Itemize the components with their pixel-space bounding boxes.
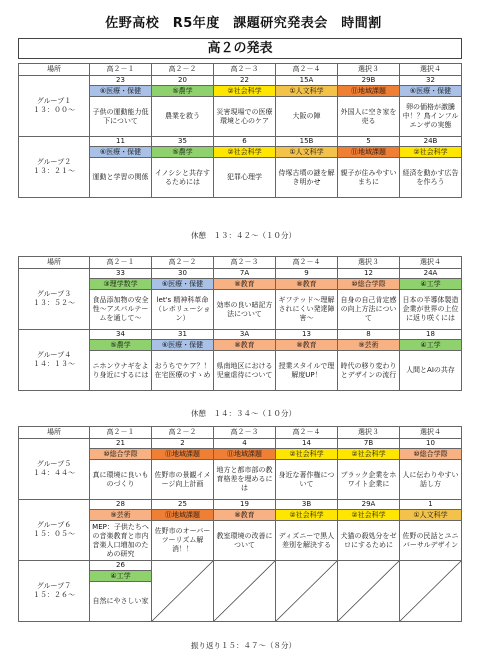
presentation-number: 14 [276, 439, 338, 449]
header-room: 高２－４ [276, 257, 338, 269]
presentation-title: 地方と都市部の教育格差を埋めるには [214, 460, 276, 500]
category-badge: ①人文科学 [400, 510, 462, 521]
category-badge: ⑧教育 [214, 340, 276, 351]
empty-slot [152, 561, 214, 622]
category-badge: ②社会科学 [276, 449, 338, 460]
presentation-title: 日本の半導体製造企業が世界の上位に返り咲くには [400, 290, 462, 330]
presentation-title: イノシシと共存するためには [152, 158, 214, 198]
empty-slot [276, 561, 338, 622]
category-badge: ⑤農学 [152, 147, 214, 158]
category-badge: ⑤農学 [152, 86, 214, 97]
presentation-number: 20 [152, 76, 214, 86]
presentation-title: 人に伝わりやすい話し方 [400, 460, 462, 500]
group-time: １４：４４～ [33, 469, 75, 477]
presentation-number: 32 [400, 76, 462, 86]
presentation-number: 18 [400, 330, 462, 340]
presentation-number: 28 [90, 500, 152, 510]
header-place: 場所 [19, 427, 90, 439]
presentation-title: 教室環境の改善について [214, 521, 276, 561]
presentation-title: 外国人に空き家を売る [338, 97, 400, 137]
presentation-title: 犯罪心理学 [214, 158, 276, 198]
presentation-title: MEP：子供たちへの音楽教育と市内音楽人口増加のための研究 [90, 521, 152, 561]
group-name: グループ２ [36, 158, 72, 166]
empty-slot [338, 561, 400, 622]
presentation-title: 自身の自己肯定感の向上方法について [338, 290, 400, 330]
category-badge: ①人文科学 [276, 147, 338, 158]
presentation-number: 30 [152, 269, 214, 279]
header-room: 選択３ [338, 257, 400, 269]
category-badge: ⑪地域課題 [338, 86, 400, 97]
presentation-title: 効率の良い暗記方法について [214, 290, 276, 330]
header-room: 高２－２ [152, 64, 214, 76]
category-badge: ⑩総合学際 [400, 449, 462, 460]
group-name: グループ６ [36, 521, 72, 529]
group-label [19, 561, 90, 622]
presentation-number: 5 [338, 137, 400, 147]
group-label [19, 137, 90, 198]
presentation-title: 時代の移り変わりとデザインの流行 [338, 351, 400, 391]
group-name: グループ１ [36, 97, 72, 105]
presentation-number: 2 [152, 439, 214, 449]
header-room: 選択４ [400, 64, 462, 76]
presentation-number: 29A [338, 500, 400, 510]
presentation-title: ブラック企業をホワイト企業に [338, 460, 400, 500]
presentation-title: 犬猫の殺処分をゼロにするために [338, 521, 400, 561]
category-badge: ⑥医療・保健 [90, 86, 152, 97]
presentation-number: 22 [214, 76, 276, 86]
category-badge: ⑧教育 [214, 510, 276, 521]
presentation-title: 人間とAIの共存 [400, 351, 462, 391]
header-room: 高２－３ [214, 427, 276, 439]
presentation-title: let's 精神科革命（レボリューション） [152, 290, 214, 330]
header-room: 高２－２ [152, 427, 214, 439]
category-badge: ⑨芸術 [90, 510, 152, 521]
presentation-number: 15B [276, 137, 338, 147]
category-badge: ⑪地域課題 [338, 147, 400, 158]
presentation-number: 7B [338, 439, 400, 449]
group-time: １３：２１～ [33, 167, 75, 175]
presentation-title: 大阪の陣 [276, 97, 338, 137]
presentation-number: 10 [400, 439, 462, 449]
header-room: 高２－１ [90, 64, 152, 76]
timetable-block [18, 63, 462, 198]
group-time: １４：１３～ [33, 360, 75, 368]
page-title: 佐野高校 R5年度 課題研究発表会 時間割 [105, 16, 382, 31]
presentation-title: 卵の価格が激騰中！？鳥インフルエンザの実態 [400, 97, 462, 137]
category-badge: ⑧教育 [276, 340, 338, 351]
presentation-number: 1 [400, 500, 462, 510]
header-room: 高２－２ [152, 257, 214, 269]
header-room: 高２－１ [90, 257, 152, 269]
group-name: グループ５ [36, 460, 72, 468]
presentation-number: 24A [400, 269, 462, 279]
timetable-block [18, 256, 462, 391]
presentation-number: 9 [276, 269, 338, 279]
presentation-number: 33 [90, 269, 152, 279]
presentation-title: 子供の運動能力低下について [90, 97, 152, 137]
header-room: 高２－４ [276, 427, 338, 439]
presentation-number: 15A [276, 76, 338, 86]
header-room: 高２－３ [214, 64, 276, 76]
presentation-number: 26 [90, 561, 152, 571]
presentation-title: 自然にやさしい家 [90, 582, 152, 622]
category-badge: ⑩総合学際 [90, 449, 152, 460]
presentation-title: 佐野市の景観イメージ向上計画 [152, 460, 214, 500]
group-time: １３：００～ [33, 106, 75, 114]
group-time: １５：２６～ [33, 591, 75, 599]
header-room: 選択３ [338, 64, 400, 76]
header-room: 高２－３ [214, 257, 276, 269]
presentation-number: 35 [152, 137, 214, 147]
presentation-title: 災害現場での医療環境と心のケア [214, 97, 276, 137]
category-badge: ⑪地域課題 [152, 449, 214, 460]
category-badge: ④工学 [400, 279, 462, 290]
presentation-number: 3A [214, 330, 276, 340]
presentation-number: 34 [90, 330, 152, 340]
category-badge: ⑪地域課題 [152, 510, 214, 521]
presentation-title: 親子が住みやすいまちに [338, 158, 400, 198]
group-label [19, 500, 90, 561]
presentation-number: 29B [338, 76, 400, 86]
presentation-title: 運動と学習の関係 [90, 158, 152, 198]
presentation-number: 13 [276, 330, 338, 340]
presentation-title: おうちでケア？！在宅医療のすゝめ [152, 351, 214, 391]
presentation-title: 県南地区における児童虐待について [214, 351, 276, 391]
category-badge: ②社会科学 [338, 449, 400, 460]
category-badge: ⑤農学 [90, 340, 152, 351]
header-room: 高２－４ [276, 64, 338, 76]
presentation-title: 佐野市のオーバーツーリズム解消！！ [152, 521, 214, 561]
group-label [19, 269, 90, 330]
break-notice: 休憩 １３：４２～（１０分） [191, 231, 296, 240]
category-badge: ⑨芸術 [338, 340, 400, 351]
group-name: グループ７ [36, 582, 72, 590]
category-badge: ⑥医療・保健 [90, 147, 152, 158]
header-room: 高２－１ [90, 427, 152, 439]
category-badge: ②社会科学 [276, 510, 338, 521]
section-subtitle: 高２の発表 [18, 38, 462, 59]
presentation-number: 24B [400, 137, 462, 147]
group-time: １３：５２～ [33, 299, 75, 307]
group-name: グループ４ [36, 351, 72, 359]
presentation-number: 3B [276, 500, 338, 510]
empty-slot [214, 561, 276, 622]
empty-slot [400, 561, 462, 622]
category-badge: ②社会科学 [214, 86, 276, 97]
presentation-title: 身近な著作権について [276, 460, 338, 500]
presentation-number: 25 [152, 500, 214, 510]
category-badge: ②社会科学 [338, 510, 400, 521]
presentation-number: 23 [90, 76, 152, 86]
category-badge: ③理学数学 [90, 279, 152, 290]
presentation-number: 4 [214, 439, 276, 449]
presentation-number: 19 [214, 500, 276, 510]
group-label [19, 330, 90, 391]
presentation-title: 授業スタイルで理解度UP！ [276, 351, 338, 391]
presentation-number: 11 [90, 137, 152, 147]
category-badge: ④工学 [90, 571, 152, 582]
presentation-number: 12 [338, 269, 400, 279]
header-place: 場所 [19, 64, 90, 76]
header-room: 選択４ [400, 427, 462, 439]
presentation-number: 8 [338, 330, 400, 340]
category-badge: ⑪地域課題 [214, 449, 276, 460]
presentation-number: 21 [90, 439, 152, 449]
presentation-number: 7A [214, 269, 276, 279]
presentation-title: ギフテッド～理解されにくい発達障害～ [276, 290, 338, 330]
break-notice: 振り返り１５：４７～（８分） [191, 641, 296, 650]
category-badge: ⑧教育 [214, 279, 276, 290]
header-room: 選択３ [338, 427, 400, 439]
category-badge: ②社会科学 [214, 147, 276, 158]
presentation-title: 経済を動かす広告を作ろう [400, 158, 462, 198]
presentation-title: 佐野の民話とユニバーサルデザイン [400, 521, 462, 561]
category-badge: ①人文科学 [276, 86, 338, 97]
presentation-title: 侍塚古墳の謎を解き明かせ [276, 158, 338, 198]
presentation-number: 31 [152, 330, 214, 340]
group-label [19, 76, 90, 137]
category-badge: ⑥医療・保健 [400, 86, 462, 97]
group-label [19, 439, 90, 500]
category-badge: ⑩総合学際 [338, 279, 400, 290]
category-badge: ④工学 [400, 340, 462, 351]
header-place: 場所 [19, 257, 90, 269]
timetable-block [18, 426, 462, 622]
category-badge: ⑥医療・保健 [152, 340, 214, 351]
category-badge: ⑧教育 [276, 279, 338, 290]
category-badge: ⑥医療・保健 [152, 279, 214, 290]
presentation-title: ディズニーで黒人差別を解決する [276, 521, 338, 561]
header-room: 選択４ [400, 257, 462, 269]
presentation-title: ニホンウナギをより身近にするには [90, 351, 152, 391]
presentation-number: 6 [214, 137, 276, 147]
presentation-title: 食品添加物の安全性～アスパルテームを通して～ [90, 290, 152, 330]
group-time: １５：０５～ [33, 530, 75, 538]
group-name: グループ３ [36, 290, 72, 298]
category-badge: ②社会科学 [400, 147, 462, 158]
presentation-title: 農業を救う [152, 97, 214, 137]
break-notice: 休憩 １４：３４～（１０分） [191, 409, 296, 418]
presentation-title: 真に環境に良いものづくり [90, 460, 152, 500]
